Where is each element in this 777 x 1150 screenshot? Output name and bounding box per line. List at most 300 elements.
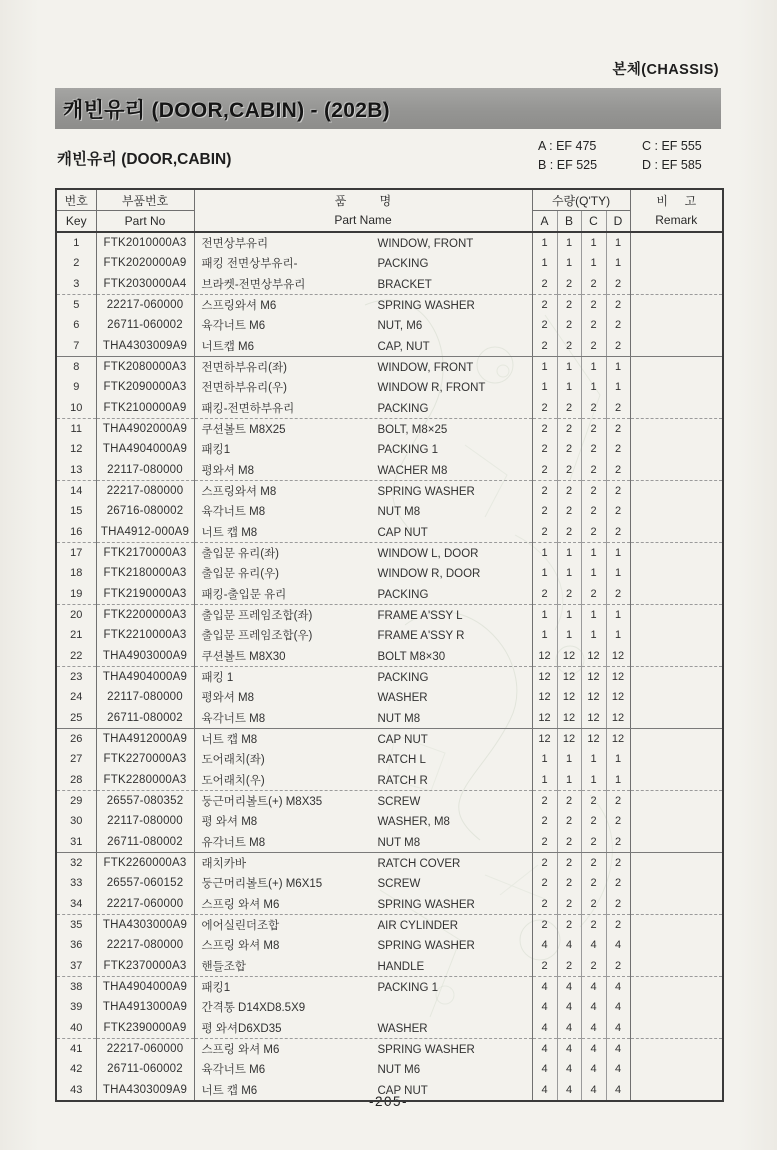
cell-qty-c: 2 <box>581 873 606 893</box>
cell-part-name <box>194 666 532 687</box>
cell-qty-b: 2 <box>557 398 581 419</box>
cell-part-no: FTK2260000A3 <box>96 852 194 873</box>
cell-key: 24 <box>56 687 96 707</box>
col-header-partno-en: Part No <box>96 211 194 233</box>
cell-qty-a: 2 <box>532 522 557 543</box>
cell-part-name <box>194 315 532 335</box>
cell-qty-b: 2 <box>557 522 581 543</box>
cell-qty-b: 1 <box>557 770 581 791</box>
cell-key: 15 <box>56 501 96 521</box>
col-header-key-en: Key <box>56 211 96 233</box>
part-name-english: PACKING <box>377 402 429 415</box>
cell-remark <box>630 832 723 853</box>
cell-part-name <box>194 377 532 397</box>
cell-part-name <box>194 646 532 667</box>
table-row <box>56 1038 723 1059</box>
cell-part-name <box>194 625 532 645</box>
cell-key: 37 <box>56 955 96 976</box>
cell-remark <box>630 873 723 893</box>
cell-qty-c: 1 <box>581 377 606 397</box>
cell-qty-b: 2 <box>557 811 581 831</box>
cell-qty-c: 4 <box>581 935 606 955</box>
cell-qty-b: 1 <box>557 563 581 583</box>
cell-remark <box>630 976 723 997</box>
cell-key: 34 <box>56 894 96 915</box>
cell-part-no: FTK2210000A3 <box>96 625 194 645</box>
part-name-korean: 도어래치(우) <box>201 774 265 787</box>
col-header-name-en: Part Name <box>334 213 392 227</box>
cell-qty-c: 2 <box>581 501 606 521</box>
col-header-qty-a: A <box>532 211 557 233</box>
cell-qty-c: 4 <box>581 976 606 997</box>
cell-remark <box>630 584 723 605</box>
cell-qty-d: 2 <box>606 790 630 811</box>
cell-qty-a: 2 <box>532 955 557 976</box>
cell-remark <box>630 687 723 707</box>
cell-qty-d: 2 <box>606 832 630 853</box>
cell-part-name <box>194 728 532 749</box>
cell-part-name <box>194 294 532 315</box>
part-name-korean: 스프링 와셔 M6 <box>201 898 280 911</box>
cell-qty-b: 1 <box>557 625 581 645</box>
part-name-english: SPRING WASHER <box>377 1043 475 1056</box>
cell-qty-d: 1 <box>606 232 630 253</box>
col-header-remark-en: Remark <box>655 213 698 227</box>
table-row <box>56 955 723 976</box>
legend-item-c: C : EF 555 <box>642 139 702 153</box>
cell-key: 19 <box>56 584 96 605</box>
part-name-english: BRACKET <box>377 278 432 291</box>
part-name-korean: 평 와셔D6XD35 <box>201 1022 282 1035</box>
cell-qty-a: 12 <box>532 646 557 667</box>
cell-qty-a: 12 <box>532 728 557 749</box>
cell-remark <box>630 852 723 873</box>
cell-qty-c: 1 <box>581 749 606 769</box>
table-row <box>56 770 723 791</box>
cell-part-no: FTK2090000A3 <box>96 377 194 397</box>
cell-qty-b: 4 <box>557 1079 581 1100</box>
cell-part-name <box>194 1079 532 1100</box>
table-row <box>56 1017 723 1038</box>
cell-qty-a: 2 <box>532 460 557 481</box>
col-header-qty-b: B <box>557 211 581 233</box>
cell-qty-b: 4 <box>557 997 581 1017</box>
cell-part-no: 22117-080000 <box>96 687 194 707</box>
cell-remark <box>630 274 723 295</box>
cell-remark <box>630 790 723 811</box>
cell-part-name <box>194 232 532 253</box>
part-name-korean: 너트 캡 M6 <box>201 1084 258 1097</box>
part-name-english: BOLT M8×30 <box>377 650 446 663</box>
part-name-korean: 패킹 전면상부유리- <box>201 258 298 271</box>
section-title: 캐빈유리 (DOOR,CABIN) - (202B) <box>63 98 390 122</box>
cell-remark <box>630 997 723 1017</box>
part-name-english: PACKING <box>377 258 429 271</box>
part-name-korean: 쿠션볼트 M8X30 <box>201 650 286 663</box>
part-name-english: SCREW <box>377 878 421 891</box>
cell-qty-a: 4 <box>532 935 557 955</box>
cell-part-no: THA4913000A9 <box>96 997 194 1017</box>
cell-qty-a: 1 <box>532 542 557 563</box>
cell-qty-a: 2 <box>532 914 557 935</box>
part-name-english: CAP NUT <box>377 526 428 539</box>
cell-part-name <box>194 439 532 459</box>
cell-qty-d: 4 <box>606 997 630 1017</box>
part-name-english: SPRING WASHER <box>377 486 475 499</box>
cell-qty-d: 2 <box>606 480 630 501</box>
part-name-korean: 핸들조합 <box>201 960 246 973</box>
part-name-english: SPRING WASHER <box>377 300 475 313</box>
table-row <box>56 790 723 811</box>
cell-qty-a: 2 <box>532 480 557 501</box>
part-name-korean: 둥근머리볼트(+) M6X15 <box>201 878 323 891</box>
part-name-korean: 패킹-출입문 유리 <box>201 588 287 601</box>
cell-key: 6 <box>56 315 96 335</box>
part-name-english: FRAME A'SSY L <box>377 610 463 623</box>
cell-key: 8 <box>56 356 96 377</box>
table-row <box>56 873 723 893</box>
part-name-korean: 평와셔 M8 <box>201 464 254 477</box>
part-name-english: NUT M6 <box>377 1064 421 1077</box>
cell-part-name <box>194 687 532 707</box>
cell-part-no: FTK2270000A3 <box>96 749 194 769</box>
cell-qty-b: 1 <box>557 749 581 769</box>
section-title-banner <box>55 88 721 129</box>
cell-part-name <box>194 832 532 853</box>
cell-key: 39 <box>56 997 96 1017</box>
cell-qty-a: 2 <box>532 418 557 439</box>
cell-qty-b: 2 <box>557 480 581 501</box>
col-header-qty-d: D <box>606 211 630 233</box>
cell-qty-a: 1 <box>532 749 557 769</box>
part-name-english: WINDOW L, DOOR <box>377 548 479 561</box>
cell-qty-b: 1 <box>557 253 581 273</box>
cell-key: 2 <box>56 253 96 273</box>
cell-part-no: FTK2170000A3 <box>96 542 194 563</box>
cell-qty-a: 2 <box>532 852 557 873</box>
cell-key: 26 <box>56 728 96 749</box>
cell-part-no: THA4904000A9 <box>96 439 194 459</box>
part-name-korean: 패킹-전면하부유리 <box>201 402 295 415</box>
table-row <box>56 625 723 645</box>
cell-qty-b: 1 <box>557 356 581 377</box>
table-row <box>56 542 723 563</box>
cell-qty-b: 12 <box>557 666 581 687</box>
part-name-korean: 육각너트 M6 <box>201 1064 266 1077</box>
table-row <box>56 377 723 397</box>
part-name-korean: 도어래치(좌) <box>201 754 265 767</box>
cell-remark <box>630 935 723 955</box>
cell-part-no: THA4303000A9 <box>96 914 194 935</box>
table-row <box>56 563 723 583</box>
cell-part-name <box>194 1038 532 1059</box>
cell-qty-c: 4 <box>581 997 606 1017</box>
cell-part-no: FTK2280000A3 <box>96 770 194 791</box>
cell-remark <box>630 418 723 439</box>
parts-table-header <box>56 189 723 232</box>
cell-qty-a: 1 <box>532 625 557 645</box>
table-row <box>56 232 723 253</box>
part-name-korean: 스프링와셔 M6 <box>201 300 277 313</box>
cell-qty-a: 1 <box>532 604 557 625</box>
chassis-section-label: 본체(CHASSIS) <box>612 62 719 78</box>
cell-key: 9 <box>56 377 96 397</box>
cell-key: 16 <box>56 522 96 543</box>
part-name-english: WASHER <box>377 692 428 705</box>
cell-qty-a: 12 <box>532 666 557 687</box>
cell-part-no: FTK2180000A3 <box>96 563 194 583</box>
cell-qty-d: 1 <box>606 625 630 645</box>
part-name-english: AIR CYLINDER <box>377 919 459 932</box>
cell-qty-b: 1 <box>557 542 581 563</box>
cell-qty-c: 1 <box>581 232 606 253</box>
part-name-english: WINDOW R, FRONT <box>377 382 486 395</box>
cell-qty-d: 2 <box>606 894 630 915</box>
cell-part-no: 26557-060152 <box>96 873 194 893</box>
cell-part-name <box>194 790 532 811</box>
cell-qty-b: 2 <box>557 315 581 335</box>
cell-remark <box>630 625 723 645</box>
cell-key: 17 <box>56 542 96 563</box>
cell-key: 35 <box>56 914 96 935</box>
cell-qty-c: 4 <box>581 1017 606 1038</box>
part-name-korean: 스프링 와셔 M6 <box>201 1043 280 1056</box>
cell-qty-a: 2 <box>532 811 557 831</box>
table-row <box>56 666 723 687</box>
part-name-english: PACKING 1 <box>377 981 438 994</box>
cell-key: 25 <box>56 708 96 729</box>
cell-qty-a: 2 <box>532 790 557 811</box>
cell-key: 41 <box>56 1038 96 1059</box>
cell-part-no: 26711-080002 <box>96 832 194 853</box>
cell-qty-a: 2 <box>532 501 557 521</box>
cell-part-name <box>194 501 532 521</box>
table-row <box>56 708 723 729</box>
part-name-english: HANDLE <box>377 960 425 973</box>
page-number: -205- <box>368 1094 408 1109</box>
table-row <box>56 501 723 521</box>
cell-key: 32 <box>56 852 96 873</box>
cell-qty-a: 12 <box>532 708 557 729</box>
cell-part-name <box>194 563 532 583</box>
cell-qty-c: 12 <box>581 666 606 687</box>
cell-remark <box>630 604 723 625</box>
cell-qty-c: 2 <box>581 418 606 439</box>
cell-remark <box>630 914 723 935</box>
cell-remark <box>630 1017 723 1038</box>
cell-remark <box>630 770 723 791</box>
cell-qty-a: 4 <box>532 976 557 997</box>
cell-remark <box>630 398 723 419</box>
table-row <box>56 480 723 501</box>
cell-qty-b: 2 <box>557 955 581 976</box>
cell-part-no: 26711-080002 <box>96 708 194 729</box>
cell-key: 40 <box>56 1017 96 1038</box>
cell-qty-c: 2 <box>581 811 606 831</box>
part-name-english: PACKING 1 <box>377 444 438 457</box>
legend-row-bottom <box>538 156 702 175</box>
cell-key: 42 <box>56 1059 96 1079</box>
cell-part-name <box>194 480 532 501</box>
cell-part-no: FTK2370000A3 <box>96 955 194 976</box>
part-name-korean: 평와셔 M8 <box>201 692 254 705</box>
cell-qty-a: 1 <box>532 770 557 791</box>
part-name-english: WACHER M8 <box>377 464 448 477</box>
table-row <box>56 522 723 543</box>
col-header-qty-c: C <box>581 211 606 233</box>
table-row <box>56 253 723 273</box>
cell-qty-a: 2 <box>532 398 557 419</box>
cell-qty-c: 2 <box>581 336 606 357</box>
cell-qty-a: 2 <box>532 894 557 915</box>
cell-qty-b: 2 <box>557 873 581 893</box>
cell-qty-c: 2 <box>581 274 606 295</box>
cell-part-no: 22217-080000 <box>96 480 194 501</box>
table-row <box>56 439 723 459</box>
cell-remark <box>630 894 723 915</box>
cell-qty-d: 2 <box>606 439 630 459</box>
cell-qty-d: 2 <box>606 584 630 605</box>
table-row <box>56 646 723 667</box>
cell-qty-d: 12 <box>606 708 630 729</box>
part-name-english: WINDOW, FRONT <box>377 362 474 375</box>
cell-remark <box>630 480 723 501</box>
cell-part-no: 22217-060000 <box>96 1038 194 1059</box>
cell-qty-c: 2 <box>581 894 606 915</box>
part-name-korean: 쿠션볼트 M8X25 <box>201 424 286 437</box>
cell-key: 13 <box>56 460 96 481</box>
parts-table <box>55 188 724 1102</box>
cell-part-no: 26716-080002 <box>96 501 194 521</box>
table-row <box>56 274 723 295</box>
cell-qty-b: 2 <box>557 418 581 439</box>
cell-qty-d: 12 <box>606 666 630 687</box>
cell-qty-a: 1 <box>532 563 557 583</box>
table-row <box>56 811 723 831</box>
cell-key: 27 <box>56 749 96 769</box>
cell-remark <box>630 1079 723 1100</box>
cell-qty-d: 4 <box>606 1017 630 1038</box>
cell-part-no: THA4303009A9 <box>96 336 194 357</box>
cell-qty-d: 2 <box>606 418 630 439</box>
part-name-english: CAP NUT <box>377 1084 428 1097</box>
legend-item-b: B : EF 525 <box>538 158 598 172</box>
part-name-korean: 출입문 프레임조합(우) <box>201 630 313 643</box>
table-row <box>56 749 723 769</box>
table-row <box>56 460 723 481</box>
cell-qty-d: 2 <box>606 852 630 873</box>
table-row <box>56 1059 723 1079</box>
cell-qty-d: 2 <box>606 914 630 935</box>
cell-qty-a: 12 <box>532 687 557 707</box>
cell-remark <box>630 460 723 481</box>
cell-qty-d: 4 <box>606 935 630 955</box>
part-name-english: NUT, M6 <box>377 320 423 333</box>
cell-remark <box>630 666 723 687</box>
part-name-korean: 패킹1 <box>201 444 231 457</box>
table-row <box>56 336 723 357</box>
cell-qty-b: 4 <box>557 935 581 955</box>
table-row <box>56 1079 723 1100</box>
table-row <box>56 418 723 439</box>
cell-remark <box>630 522 723 543</box>
cell-qty-c: 1 <box>581 563 606 583</box>
cell-qty-c: 2 <box>581 315 606 335</box>
cell-qty-c: 1 <box>581 356 606 377</box>
cell-key: 23 <box>56 666 96 687</box>
cell-part-name <box>194 852 532 873</box>
part-name-korean: 전면하부유리(우) <box>201 382 287 395</box>
cell-qty-c: 2 <box>581 439 606 459</box>
table-row <box>56 997 723 1017</box>
cell-part-no: 26711-060002 <box>96 315 194 335</box>
cell-qty-b: 2 <box>557 274 581 295</box>
cell-qty-b: 2 <box>557 460 581 481</box>
cell-qty-d: 2 <box>606 955 630 976</box>
cell-qty-b: 4 <box>557 1017 581 1038</box>
cell-part-no: 26711-060002 <box>96 1059 194 1079</box>
cell-qty-a: 4 <box>532 1017 557 1038</box>
part-name-english: SCREW <box>377 796 421 809</box>
col-header-qty-group: 수량(Q'TY) <box>532 189 630 211</box>
cell-remark <box>630 439 723 459</box>
cell-part-no: FTK2190000A3 <box>96 584 194 605</box>
cell-part-name <box>194 522 532 543</box>
part-name-korean: 브라켓-전면상부유리 <box>201 278 306 291</box>
part-name-english: SPRING WASHER <box>377 940 475 953</box>
cell-remark <box>630 542 723 563</box>
cell-part-no: 26557-080352 <box>96 790 194 811</box>
cell-qty-b: 2 <box>557 832 581 853</box>
cell-qty-c: 2 <box>581 790 606 811</box>
cell-part-name <box>194 811 532 831</box>
cell-qty-c: 2 <box>581 480 606 501</box>
cell-part-name <box>194 749 532 769</box>
cell-key: 10 <box>56 398 96 419</box>
table-row <box>56 832 723 853</box>
cell-qty-b: 12 <box>557 728 581 749</box>
cell-key: 1 <box>56 232 96 253</box>
cell-qty-a: 2 <box>532 294 557 315</box>
cell-part-name <box>194 894 532 915</box>
legend-item-d: D : EF 585 <box>642 158 702 172</box>
cell-qty-c: 4 <box>581 1079 606 1100</box>
cell-qty-c: 2 <box>581 914 606 935</box>
cell-part-no: 22117-080000 <box>96 811 194 831</box>
cell-qty-a: 4 <box>532 1079 557 1100</box>
cell-qty-d: 2 <box>606 336 630 357</box>
cell-qty-d: 2 <box>606 460 630 481</box>
cell-qty-d: 1 <box>606 377 630 397</box>
part-name-korean: 패킹1 <box>201 981 231 994</box>
cell-part-name <box>194 976 532 997</box>
cell-part-name <box>194 418 532 439</box>
cell-key: 43 <box>56 1079 96 1100</box>
part-name-english: RATCH L <box>377 754 426 767</box>
parts-table-body <box>56 232 723 1101</box>
cell-key: 28 <box>56 770 96 791</box>
cell-qty-a: 1 <box>532 377 557 397</box>
cell-part-name <box>194 914 532 935</box>
part-name-english: WINDOW R, DOOR <box>377 568 481 581</box>
cell-qty-a: 2 <box>532 315 557 335</box>
cell-qty-a: 2 <box>532 832 557 853</box>
table-row <box>56 294 723 315</box>
cell-qty-b: 12 <box>557 708 581 729</box>
cell-remark <box>630 955 723 976</box>
cell-remark <box>630 708 723 729</box>
table-row <box>56 935 723 955</box>
